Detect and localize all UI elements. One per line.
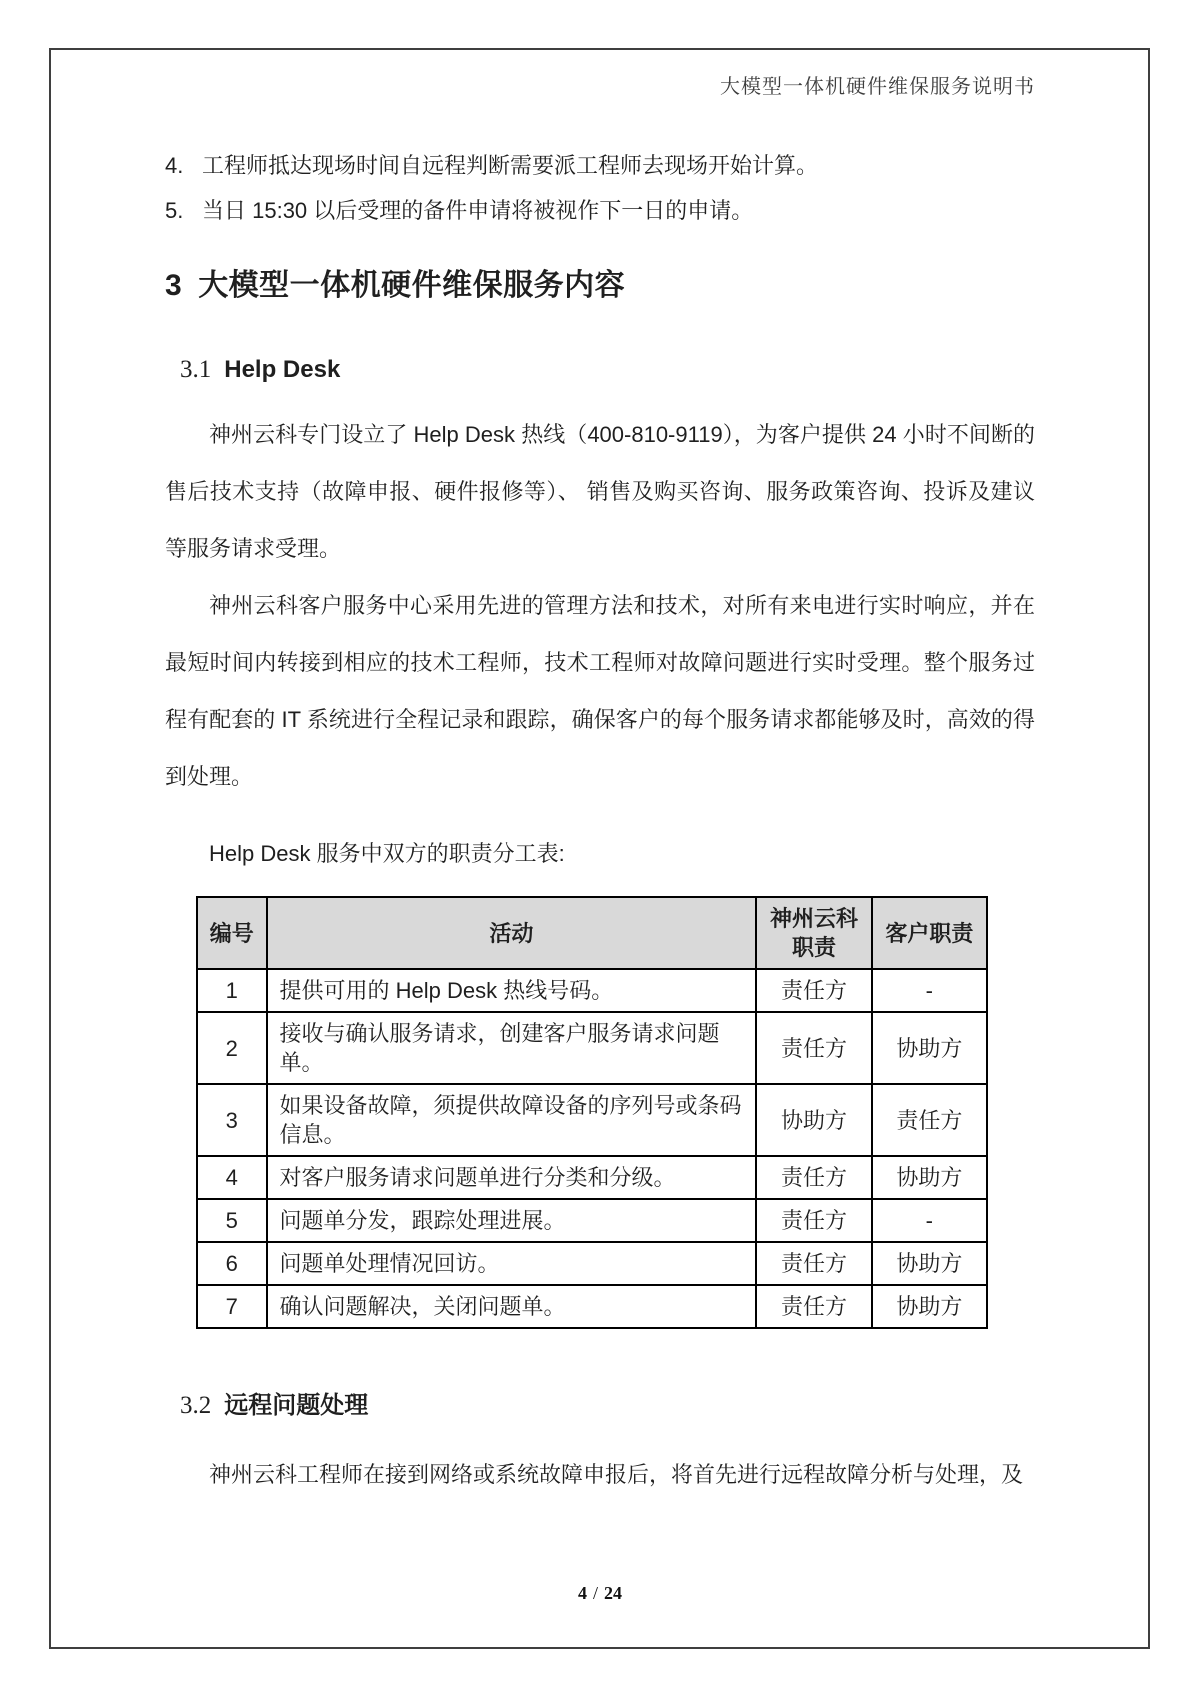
body-text xyxy=(165,406,1035,805)
responsibility-table-body xyxy=(197,969,987,1328)
row-number-cell: 1 xyxy=(197,969,267,1012)
activity-cell: 提供可用的 Help Desk 热线号码。 xyxy=(267,969,757,1012)
page-footer xyxy=(0,1583,1200,1604)
vendor-role-cell: 协助方 xyxy=(756,1084,871,1156)
table-intro-text: Help Desk 服务中双方的职责分工表: xyxy=(209,841,565,866)
row-number-cell: 7 xyxy=(197,1285,267,1328)
total-page-count: 24 xyxy=(604,1583,622,1603)
numbered-list xyxy=(165,151,1035,226)
customer-role-cell: 责任方 xyxy=(872,1084,987,1156)
subsection-heading-help-desk xyxy=(180,356,1035,384)
vendor-role-cell: 责任方 xyxy=(756,969,871,1012)
subsection-title: Help Desk xyxy=(224,356,341,383)
current-page-number: 4 xyxy=(577,1583,587,1603)
row-number-cell: 4 xyxy=(197,1156,267,1199)
customer-role-cell: 协助方 xyxy=(872,1285,987,1328)
row-number-cell: 5 xyxy=(197,1199,267,1242)
customer-role-cell: 协助方 xyxy=(872,1012,987,1084)
section-title: 大模型一体机硬件维保服务内容 xyxy=(198,269,626,302)
activity-cell: 确认问题解决，关闭问题单。 xyxy=(267,1285,757,1328)
customer-role-cell: 协助方 xyxy=(872,1242,987,1285)
header-cell-activity: 活动 xyxy=(267,897,757,969)
subsection-number: 3.2 xyxy=(180,1392,212,1419)
table-row xyxy=(197,1199,987,1242)
paragraph-remote-intro: 神州云科工程师在接到网络或系统故障申报后，将首先进行远程故障分析与处理，及 xyxy=(209,1462,1024,1487)
row-number-cell: 6 xyxy=(197,1242,267,1285)
list-item-text: 工程师抵达现场时间自远程判断需要派工程师去现场开始计算。 xyxy=(202,153,819,178)
vendor-role-cell: 责任方 xyxy=(756,1242,871,1285)
header-cell-number: 编号 xyxy=(197,897,267,969)
list-item-text: 当日 15:30 以后受理的备件申请将被视作下一日的申请。 xyxy=(202,198,754,223)
vendor-role-cell: 责任方 xyxy=(756,1156,871,1199)
activity-cell: 问题单分发，跟踪处理进展。 xyxy=(267,1199,757,1242)
document-page xyxy=(165,70,1035,1503)
activity-cell: 如果设备故障，须提供故障设备的序列号或条码信息。 xyxy=(267,1084,757,1156)
activity-cell: 接收与确认服务请求，创建客户服务请求问题单。 xyxy=(267,1012,757,1084)
table-row xyxy=(197,1242,987,1285)
table-header-row xyxy=(197,897,987,969)
vendor-role-cell: 责任方 xyxy=(756,1199,871,1242)
list-item xyxy=(165,151,1035,181)
customer-role-cell: - xyxy=(872,1199,987,1242)
header-cell-customer-role: 客户职责 xyxy=(872,897,987,969)
table-row xyxy=(197,1012,987,1084)
list-item xyxy=(165,196,1035,226)
subsection-title: 远程问题处理 xyxy=(224,1392,369,1419)
customer-role-cell: 协助方 xyxy=(872,1156,987,1199)
table-row xyxy=(197,969,987,1012)
table-row xyxy=(197,1285,987,1328)
list-item-number: 4. xyxy=(165,153,184,178)
table-row xyxy=(197,1084,987,1156)
row-number-cell: 3 xyxy=(197,1084,267,1156)
responsibility-table xyxy=(196,896,988,1329)
activity-cell: 问题单处理情况回访。 xyxy=(267,1242,757,1285)
header-cell-vendor-role: 神州云科职责 xyxy=(756,897,871,969)
page-separator: / xyxy=(592,1583,598,1603)
paragraph-help-desk-intro: 神州云科专门设立了 Help Desk 热线（400-810-9119），为客户提供 24 小时不间断的售后技术支持（故障申报、硬件报修等）、 销售及购买咨询、服务政策咨询、投诉及建议等服务请求受理。 xyxy=(165,422,1035,561)
section-number: 3 xyxy=(165,269,183,302)
subsection-number: 3.1 xyxy=(180,356,212,383)
customer-role-cell: - xyxy=(872,969,987,1012)
vendor-role-cell: 责任方 xyxy=(756,1285,871,1328)
vendor-role-cell: 责任方 xyxy=(756,1012,871,1084)
table-row xyxy=(197,1156,987,1199)
row-number-cell: 2 xyxy=(197,1012,267,1084)
activity-cell: 对客户服务请求问题单进行分类和分级。 xyxy=(267,1156,757,1199)
section-heading xyxy=(165,260,1035,304)
page-header-title: 大模型一体机硬件维保服务说明书 xyxy=(720,76,1035,98)
list-item-number: 5. xyxy=(165,198,184,223)
subsection-heading-remote xyxy=(180,1385,1035,1420)
paragraph-service-center: 神州云科客户服务中心采用先进的管理方法和技术，对所有来电进行实时响应，并在最短时间内转接到相应的技术工程师，技术工程师对故障问题进行实时受理。整个服务过程有配套的 IT 系统进行全程记录和跟踪，确保客户的每个服务请求都能够及时，高效的得到处理。 xyxy=(165,593,1035,789)
